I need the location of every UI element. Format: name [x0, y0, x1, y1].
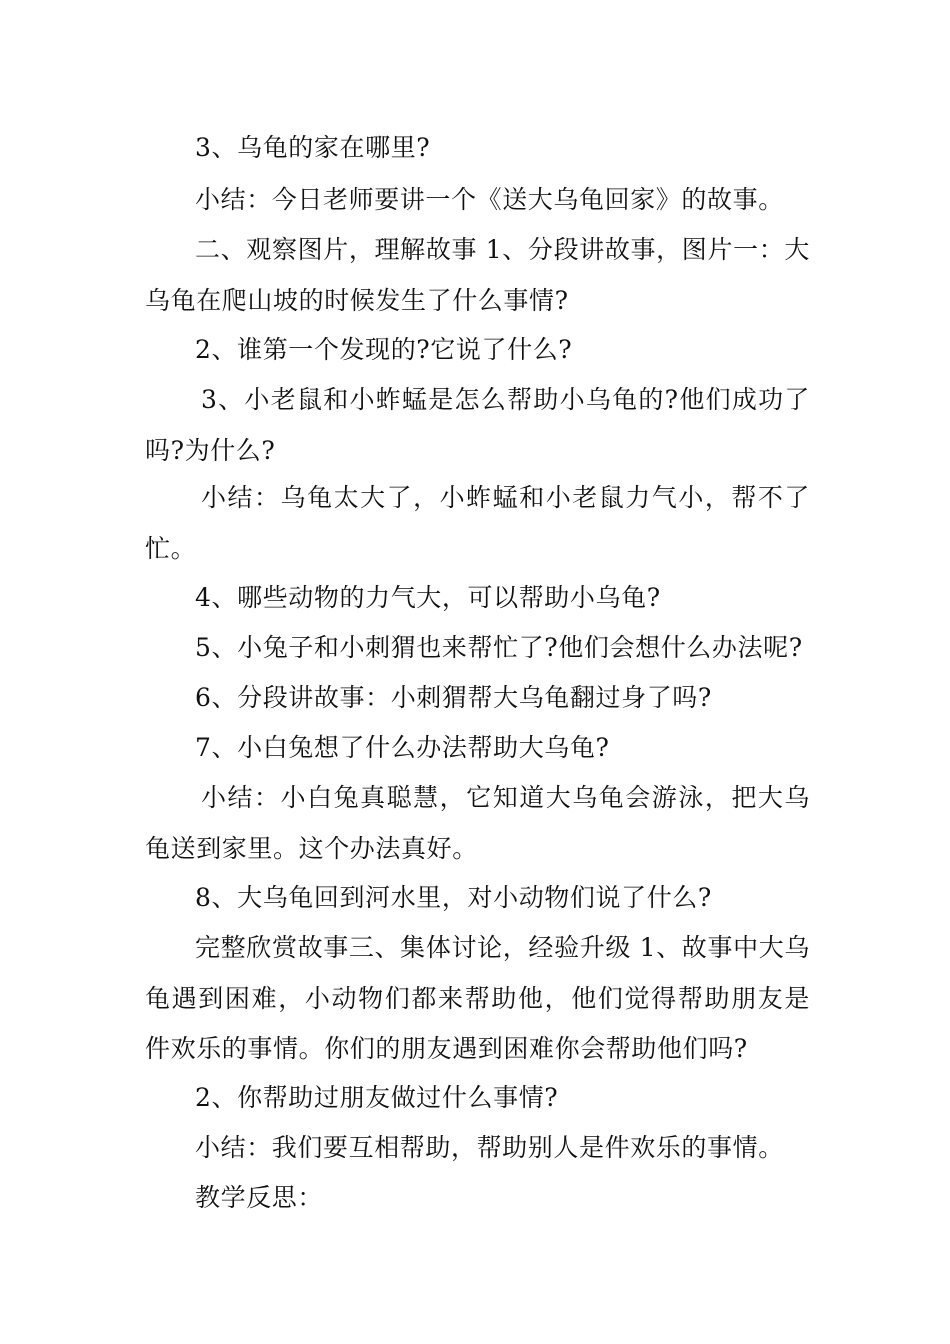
paragraph-question-7-white-rabbit: 7、小白兔想了什么办法帮助大乌龟?: [195, 733, 610, 762]
paragraph-summary-too-big: 小结：乌龟太大了，小蚱蜢和小老鼠力气小，帮不了忙。: [145, 483, 810, 563]
paragraph-question-5-rabbit-hedgehog: 5、小兔子和小刺猬也来帮忙了?他们会想什么办法呢?: [195, 633, 803, 662]
paragraph-question-6-hedgehog: 6、分段讲故事：小刺猬帮大乌龟翻过身了吗?: [195, 683, 712, 712]
paragraph-section-three-discussion: 完整欣赏故事三、集体讨论，经验升级 1、故事中大乌龟遇到困难，小动物们都来帮助他，他们觉得帮助朋友是件欢乐的事情。你们的朋友遇到困难你会帮助他们吗?: [145, 933, 810, 1063]
paragraph-question-3-turtle-home: 3、乌龟的家在哪里?: [195, 133, 431, 162]
paragraph-question-2-who-found: 2、谁第一个发现的?它说了什么?: [195, 335, 573, 364]
paragraph-question-8-back-to-river: 8、大乌龟回到河水里，对小动物们说了什么?: [195, 883, 712, 912]
paragraph-question-3-mouse-grasshopper: 3、小老鼠和小蚱蜢是怎么帮助小乌龟的?他们成功了吗?为什么?: [145, 385, 810, 465]
paragraph-summary-story-intro: 小结：今日老师要讲一个《送大乌龟回家》的故事。: [195, 185, 784, 214]
paragraph-summary-help-each-other: 小结：我们要互相帮助，帮助别人是件欢乐的事情。: [195, 1133, 784, 1162]
paragraph-summary-clever-rabbit: 小结：小白兔真聪慧，它知道大乌龟会游泳，把大乌龟送到家里。这个办法真好。: [145, 783, 810, 863]
paragraph-section-two-observe: 二、观察图片，理解故事 1、分段讲故事，图片一：大乌龟在爬山坡的时候发生了什么事情?: [145, 235, 810, 315]
paragraph-teaching-reflection: 教学反思：: [195, 1183, 324, 1212]
paragraph-question-4-strong-animals: 4、哪些动物的力气大，可以帮助小乌龟?: [195, 583, 661, 612]
paragraph-question-2-helped-friends: 2、你帮助过朋友做过什么事情?: [195, 1083, 559, 1112]
